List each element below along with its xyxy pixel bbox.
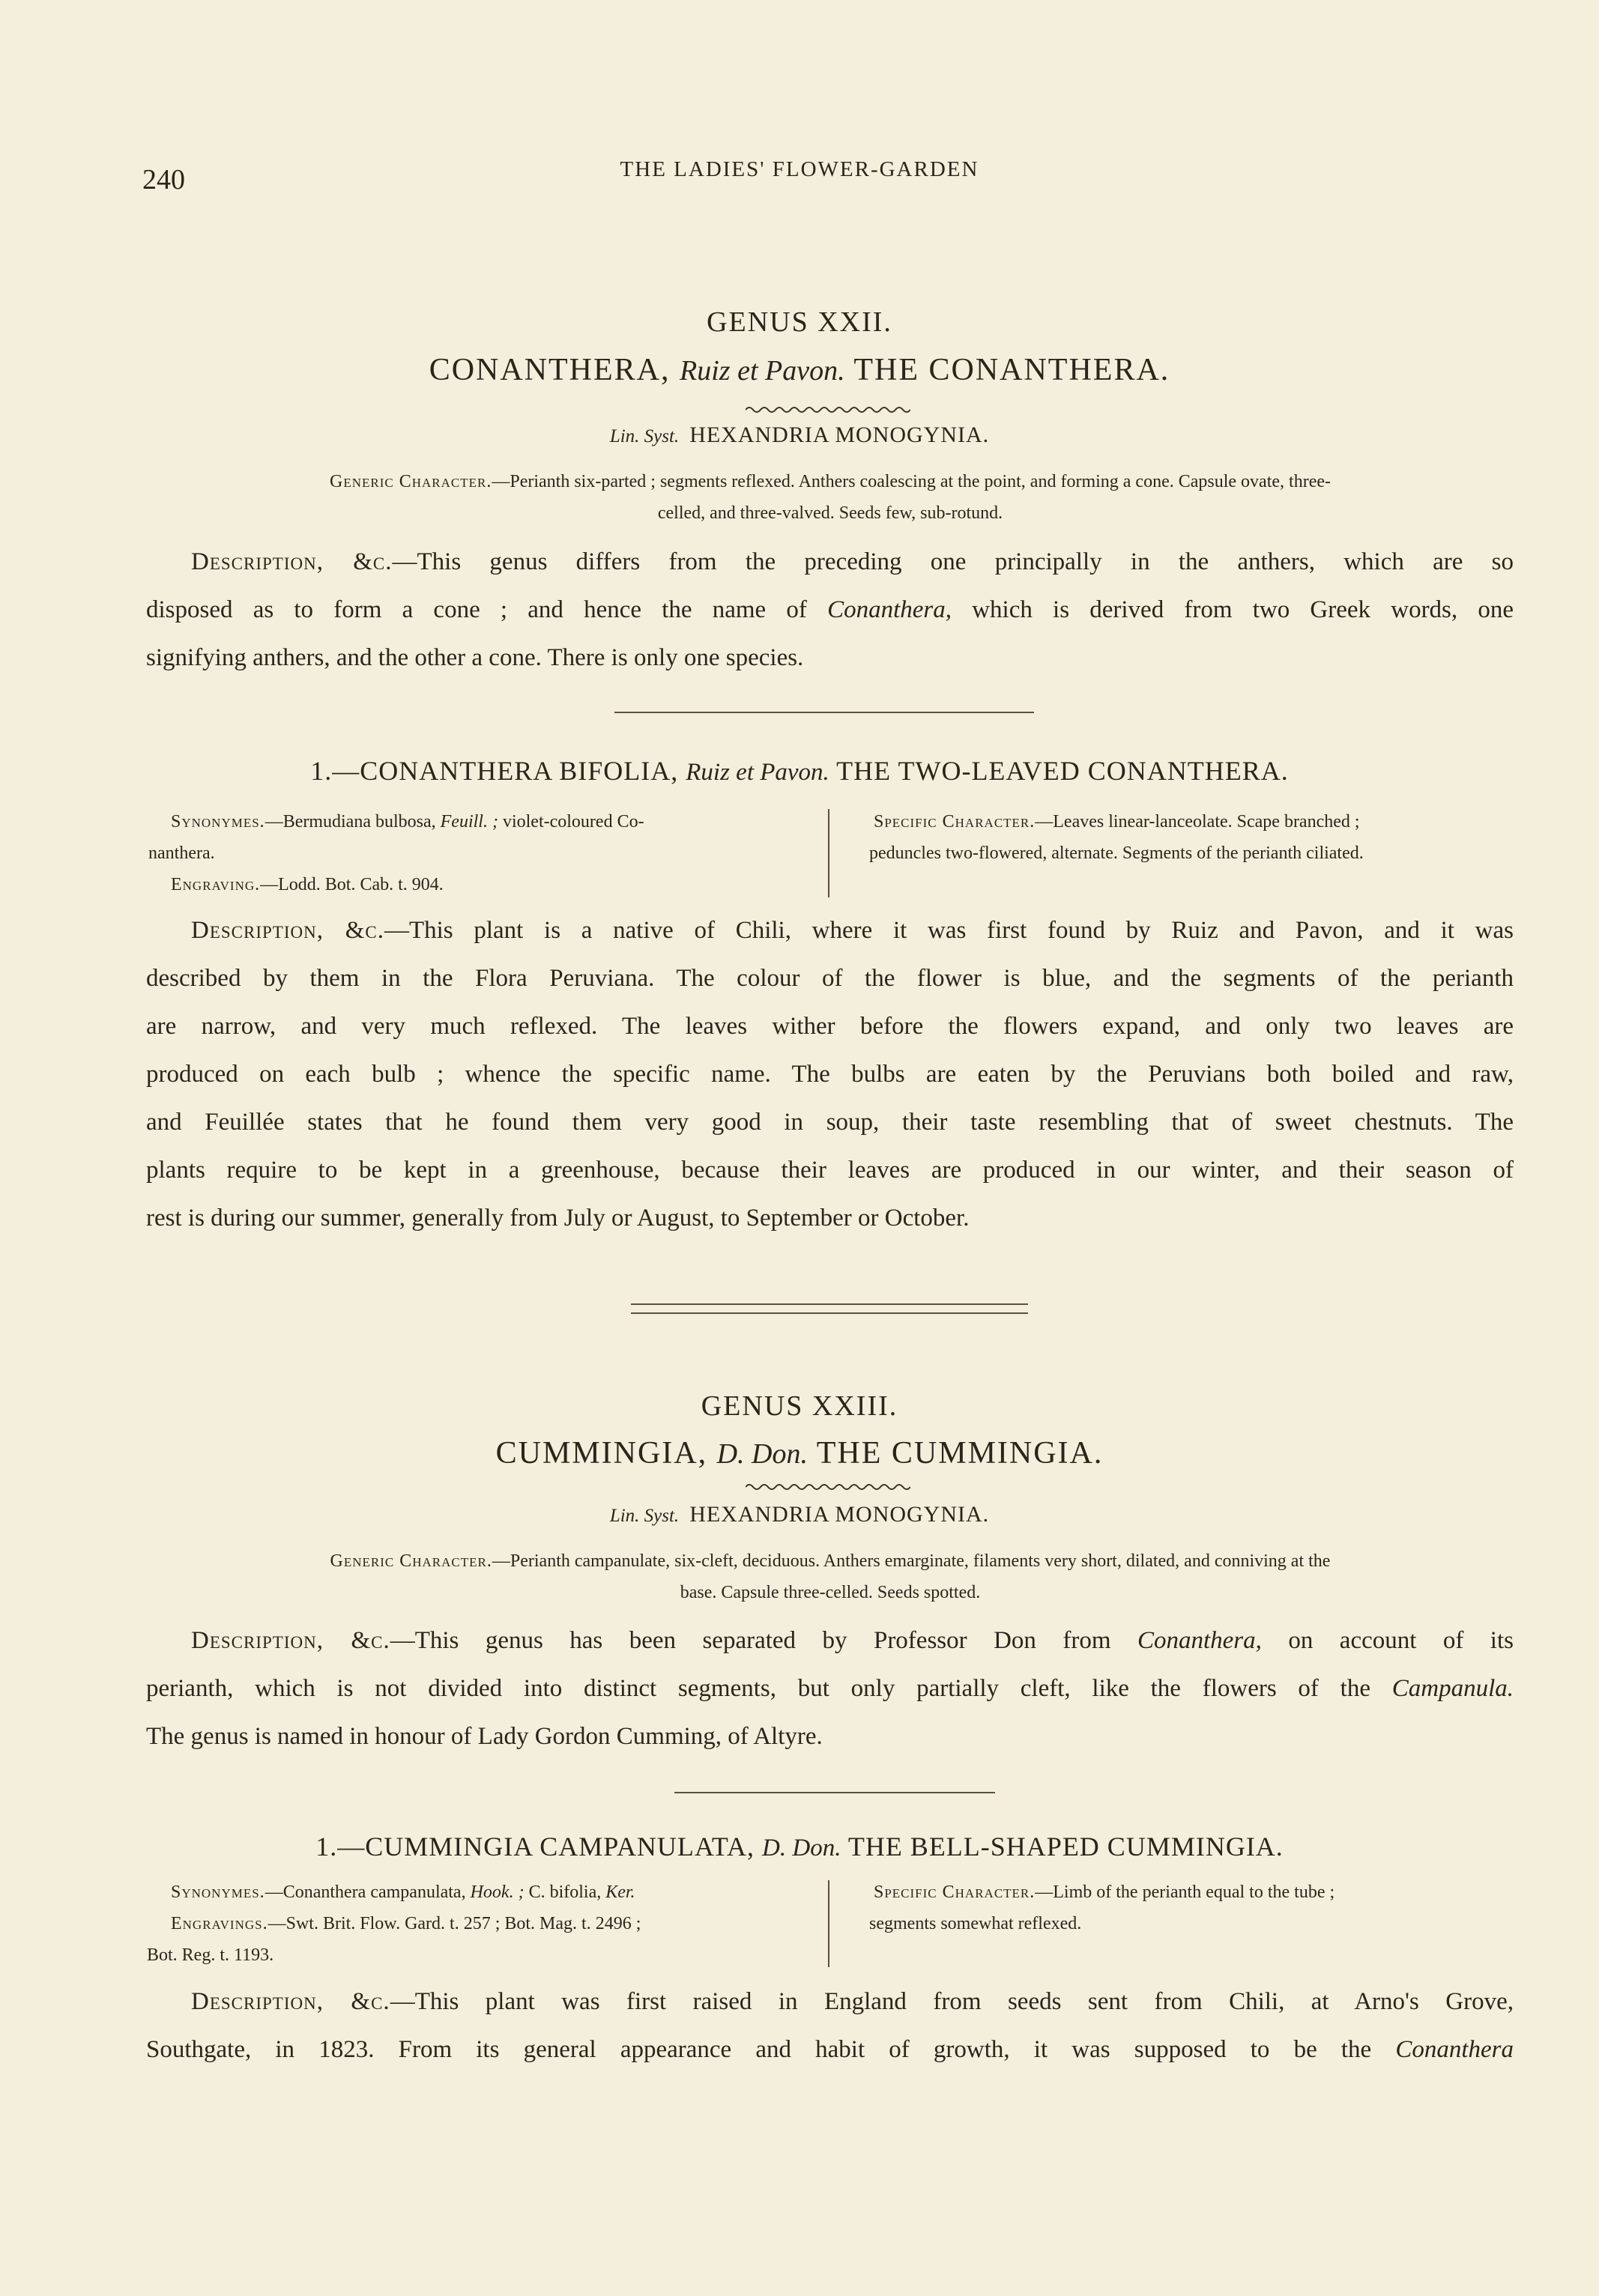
specific-text: —Leaves linear-lanceolate. Scape branched ; xyxy=(1035,812,1360,832)
species-23-1-synonyms-block xyxy=(147,1877,808,1971)
synonyms xyxy=(171,806,808,837)
engravings xyxy=(171,1908,808,1939)
species-23-1-title xyxy=(0,1831,1599,1862)
genus-23-generic-character xyxy=(154,1545,1507,1608)
synonyms-text: violet-coloured Co- xyxy=(498,812,644,832)
section-rule xyxy=(614,712,1034,713)
lin-syst-label: Lin. Syst. xyxy=(609,1506,680,1526)
lin-syst-label: Lin. Syst. xyxy=(609,426,680,446)
genus-22-common-name: THE CONANTHERA. xyxy=(853,353,1170,387)
generic-character-label: Generic Character. xyxy=(330,472,492,491)
generic-character-line1: —Perianth six-parted ; segments reflexed. Anthers coalescing at the point, and forming a cone. Capsule ovate, three- xyxy=(492,472,1331,491)
species-23-1-description xyxy=(146,1978,1514,2074)
genus-23-lin-syst xyxy=(0,1502,1599,1527)
synonyms-italic: Feuill. ; xyxy=(440,812,498,832)
desc-line xyxy=(146,1978,1514,2026)
desc-text: signifying anthers, and the other a cone. There is only one species. xyxy=(146,644,804,671)
desc-italic: Conanthera, xyxy=(827,596,952,623)
synonyms-text: —Conanthera campanulata, xyxy=(265,1882,471,1902)
generic-character-label: Generic Character. xyxy=(330,1551,492,1571)
description-label: Description, &c. xyxy=(191,1988,390,2015)
genus-22-heading: GENUS XXII. xyxy=(707,306,892,338)
description-label: Description, &c. xyxy=(191,917,384,944)
desc-line xyxy=(146,1617,1514,1665)
desc-line: produced on each bulb ; whence the specific name. The bulbs are eaten by the Peruvians both boiled and raw, xyxy=(146,1061,1514,1088)
desc-line: rest is during our summer, generally from July or August, to September or October. xyxy=(146,1205,970,1232)
genus-22-authority: Ruiz et Pavon. xyxy=(680,355,845,387)
synonyms-text: —Bermudiana bulbosa, xyxy=(265,812,441,832)
page-number: 240 xyxy=(142,164,185,196)
specific-text: —Limb of the perianth equal to the tube ; xyxy=(1035,1882,1335,1902)
synonyms-italic: Hook. ; xyxy=(470,1882,525,1902)
genus-23-title xyxy=(0,1435,1599,1471)
species-authority: D. Don. xyxy=(762,1835,841,1862)
species-common-name: THE BELL-SHAPED CUMMINGIA. xyxy=(847,1832,1284,1862)
desc-text: perianth, which is not divided into distinct segments, but only partially cleft, like the flowers of the xyxy=(146,1675,1392,1702)
lin-syst-class: HEXANDRIA MONOGYNIA. xyxy=(689,422,990,447)
desc-line: and Feuillée states that he found them very good in soup, their taste resembling that of sweet chestnuts. The xyxy=(146,1109,1514,1136)
synonyms-cont: nanthera. xyxy=(148,843,215,863)
description-label: Description, &c. xyxy=(191,548,393,575)
specific-character-label: Specific Character. xyxy=(874,1882,1036,1902)
desc-line: The genus is named in honour of Lady Gordon Cumming, of Altyre. xyxy=(146,1723,823,1750)
desc-line xyxy=(146,1665,1514,1712)
desc-line xyxy=(146,906,1514,954)
engraving-text: —Lodd. Bot. Cab. t. 904. xyxy=(260,875,444,894)
specific-character-label: Specific Character. xyxy=(874,812,1036,832)
synonyms-italic: Ker. xyxy=(605,1882,635,1902)
species-22-1-title xyxy=(0,755,1599,787)
engraving xyxy=(171,869,808,900)
wavy-ornament xyxy=(746,405,910,415)
desc-italic: Conanthera, xyxy=(1137,1627,1262,1654)
synonyms xyxy=(171,1877,808,1908)
wavy-ornament xyxy=(746,1482,910,1492)
desc-line: plants require to be kept in a greenhouse, because their leaves are produced in our winter, and their season of xyxy=(146,1157,1514,1184)
genus-22-generic-character xyxy=(154,466,1507,529)
column-divider xyxy=(828,1880,829,1967)
desc-text: —This genus has been separated by Professor Don from xyxy=(390,1627,1137,1654)
running-head: THE LADIES' FLOWER-GARDEN xyxy=(620,157,979,181)
desc-line xyxy=(146,586,1514,634)
desc-line xyxy=(146,2026,1514,2074)
species-authority: Ruiz et Pavon. xyxy=(686,759,829,786)
desc-text: on account of its xyxy=(1261,1627,1514,1654)
genus-23-description xyxy=(146,1617,1514,1760)
desc-text: —This plant was first raised in England from seeds sent from Chili, at Arno's Grove, xyxy=(390,1988,1514,2015)
species-23-1-specific-character xyxy=(869,1877,1514,1939)
desc-italic: Conanthera xyxy=(1395,2036,1514,2063)
desc-text: —This genus differs from the preceding one principally in the anthers, which are so xyxy=(392,548,1514,575)
desc-text: —This plant is a native of Chili, where it was first found by Ruiz and Pavon, and it was xyxy=(384,917,1514,944)
species-name: CONANTHERA BIFOLIA, xyxy=(360,756,679,786)
species-common-name: THE TWO-LEAVED CONANTHERA. xyxy=(836,756,1289,786)
engraving-label: Engraving. xyxy=(171,875,261,894)
generic-character-line2: base. Capsule three-celled. Seeds spotted. xyxy=(680,1583,981,1602)
generic-character-line1: —Perianth campanulate, six-cleft, deciduous. Anthers emarginate, filaments very short, dilated, and conniving at the xyxy=(492,1551,1331,1571)
species-22-1-description xyxy=(146,906,1514,1242)
specific-line2: segments somewhat reflexed. xyxy=(869,1914,1082,1933)
synonyms-label: Synonymes. xyxy=(171,812,265,832)
section-rule xyxy=(674,1792,995,1793)
synonyms-label: Synonymes. xyxy=(171,1882,265,1902)
engravings-label: Engravings. xyxy=(171,1914,268,1933)
desc-italic: Campanula. xyxy=(1391,1675,1514,1702)
synonyms-text: C. bifolia, xyxy=(524,1882,606,1902)
desc-line xyxy=(146,538,1514,586)
lin-syst-class: HEXANDRIA MONOGYNIA. xyxy=(689,1502,990,1527)
species-22-1-synonyms-block xyxy=(148,806,808,900)
desc-line: are narrow, and very much reflexed. The leaves wither before the flowers expand, and only two leaves are xyxy=(146,1013,1514,1040)
genus-23-heading: GENUS XXIII. xyxy=(701,1390,898,1422)
genus-22-title xyxy=(0,352,1599,388)
species-name: CUMMINGIA CAMPANULATA, xyxy=(365,1832,755,1862)
species-22-1-specific-character xyxy=(869,806,1514,869)
genus-23-authority: D. Don. xyxy=(716,1438,808,1470)
desc-text: which is derived from two Greek words, one xyxy=(952,596,1514,623)
generic-character-line2: celled, and three-valved. Seeds few, sub-rotund. xyxy=(657,503,1003,523)
description-label: Description, &c. xyxy=(191,1627,390,1654)
desc-line xyxy=(146,634,1514,682)
desc-text: Southgate, in 1823. From its general appearance and habit of growth, it was supposed to be the xyxy=(146,2036,1396,2063)
engravings-text: —Swt. Brit. Flow. Gard. t. 257 ; Bot. Mag. t. 2496 ; xyxy=(267,1914,641,1933)
double-rule-divider xyxy=(631,1303,1028,1314)
desc-text: disposed as to form a cone ; and hence the name of xyxy=(146,596,828,623)
genus-22-lin-syst xyxy=(0,422,1599,448)
desc-line: described by them in the Flora Peruviana. The colour of the flower is blue, and the segments of the perianth xyxy=(146,965,1514,992)
engravings-cont: Bot. Reg. t. 1193. xyxy=(147,1945,274,1965)
specific-line2: peduncles two-flowered, alternate. Segments of the perianth ciliated. xyxy=(869,843,1364,863)
specific-line1 xyxy=(869,1877,1514,1908)
genus-23-common-name: THE CUMMINGIA. xyxy=(816,1436,1104,1470)
specific-line1 xyxy=(869,806,1514,837)
species-number: 1.— xyxy=(315,1832,366,1862)
column-divider xyxy=(828,809,829,897)
genus-23-name: CUMMINGIA, xyxy=(495,1436,708,1470)
genus-22-name: CONANTHERA, xyxy=(429,353,671,387)
genus-22-description xyxy=(146,538,1514,682)
species-number: 1.— xyxy=(310,756,360,786)
